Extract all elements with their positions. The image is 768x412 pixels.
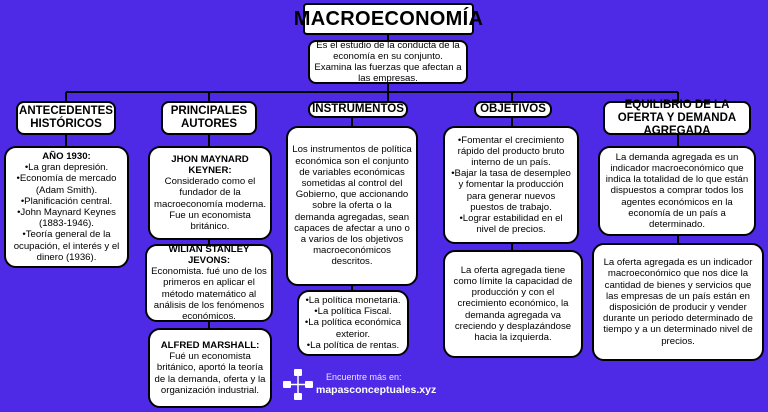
demanda-agregada-text: La demanda agregada es un indicador macroeconómico que indica la totalidad de lo que están dispuestos a comprar todos los agentes económicos en la economía de un país a determinado. bbox=[605, 151, 749, 230]
header-autores-label: PRINCIPALES AUTORES bbox=[170, 105, 248, 130]
instrumentos-item: •La política Fiscal. bbox=[314, 306, 392, 318]
keynes-box bbox=[148, 146, 272, 240]
antecedentes-box bbox=[4, 146, 129, 268]
footer-link[interactable]: mapasconceptuales.xyz bbox=[316, 384, 437, 396]
definition-box bbox=[308, 40, 468, 84]
header-autores bbox=[161, 101, 257, 135]
header-instrumentos bbox=[308, 101, 408, 118]
header-objetivos bbox=[474, 101, 552, 118]
definition-text: Es el estudio de la conducta de la economía en su conjunto. Examina las fuerzas que afectan a las empresas. bbox=[314, 39, 462, 85]
header-antecedentes bbox=[16, 101, 116, 135]
header-equilibrio bbox=[603, 98, 751, 137]
instrumentos-box bbox=[286, 126, 418, 286]
marshall-name: ALFRED MARSHALL: bbox=[160, 339, 260, 351]
header-equilibrio-label: EQUILIBRIO DE LA OFERTA Y DEMANDA AGREGADA bbox=[617, 98, 737, 137]
header-antecedentes-label: ANTECEDENTES HISTÓRICOS bbox=[19, 105, 113, 130]
antecedentes-item: •La gran depresión. bbox=[24, 162, 109, 174]
jevons-name: WILIAN STANLEY JEVONS: bbox=[168, 243, 250, 266]
keynes-text: Considerado como el fundador de la macroeconomía moderna. Fue un economista británico. bbox=[154, 176, 266, 232]
objetivos-item: •Lograr estabilidad en el nivel de precios. bbox=[459, 213, 563, 236]
page-title: MACROECONOMÍA bbox=[303, 3, 474, 35]
objetivos-item: •Fomentar el crecimiento rápido del producto bruto interno de un país. bbox=[457, 134, 565, 168]
instrumentos-item: •La política de rentas. bbox=[306, 339, 400, 351]
antecedentes-item: •Planificación central. bbox=[20, 195, 113, 207]
header-instrumentos-label: INSTRUMENTOS bbox=[312, 103, 404, 115]
marshall-text: Fué un economista británico, aportó la teoría de la demanda, oferta y la organización industrial. bbox=[154, 351, 266, 396]
objetivos-oferta-box bbox=[443, 250, 583, 358]
instrumentos-item: •La política monetaria. bbox=[305, 294, 401, 306]
mindmap-logo-icon bbox=[282, 368, 314, 402]
objetivos-oferta-text: La oferta agregada tiene como límite la capacidad de producción y con el crecimiento económico, la demanda agregada va creciendo y desplazándose hacia la izquierda. bbox=[453, 264, 573, 343]
objetivos-item: •Bajar la tasa de desempleo y fomentar la producción para generar nuevos puestos de trabajo. bbox=[451, 168, 571, 213]
objetivos-box bbox=[443, 126, 579, 244]
marshall-box bbox=[148, 328, 272, 408]
oferta-agregada-text: La oferta agregada es un indicador macroeconómico que nos dice la cantidad de bienes y servicios que las empresas de un país están en disposición de producir y vender durante un periodo determinado de tiempo y a un determinado nivel de precios. bbox=[603, 257, 753, 347]
instrumentos-item: •La política económica exterior. bbox=[304, 317, 402, 340]
antecedentes-item: •John Maynard Keynes (1883-1946). bbox=[17, 207, 116, 230]
demanda-agregada-box bbox=[598, 146, 756, 236]
antecedentes-subtitle: AÑO 1930: bbox=[42, 150, 91, 162]
header-objetivos-label: OBJETIVOS bbox=[480, 103, 546, 115]
instrumentos-list-box bbox=[297, 290, 409, 356]
footer-text: Encuentre más en: bbox=[326, 372, 402, 382]
keynes-name: JHON MAYNARD KEYNER: bbox=[171, 153, 249, 176]
antecedentes-item: •Teoría general de la ocupación, el interés y el dinero (1936). bbox=[13, 229, 120, 263]
oferta-agregada-box bbox=[592, 243, 764, 361]
footer bbox=[282, 366, 462, 406]
instrumentos-text: Los instrumentos de política económica son el conjunto de variables económicas sometidas al control del Gobierno, que accionando sobre la oferta o la demanda agregadas, sean capaces de afectar a uno o a varios de los objetivos macroeconómicos descritos. bbox=[292, 144, 412, 268]
jevons-box bbox=[145, 244, 273, 322]
antecedentes-item: •Economía de mercado (Adam Smith). bbox=[16, 173, 117, 196]
jevons-text: Economista. fué uno de los primeros en aplicar el método matemático al análisis de los fenómenos económicos. bbox=[151, 266, 267, 323]
